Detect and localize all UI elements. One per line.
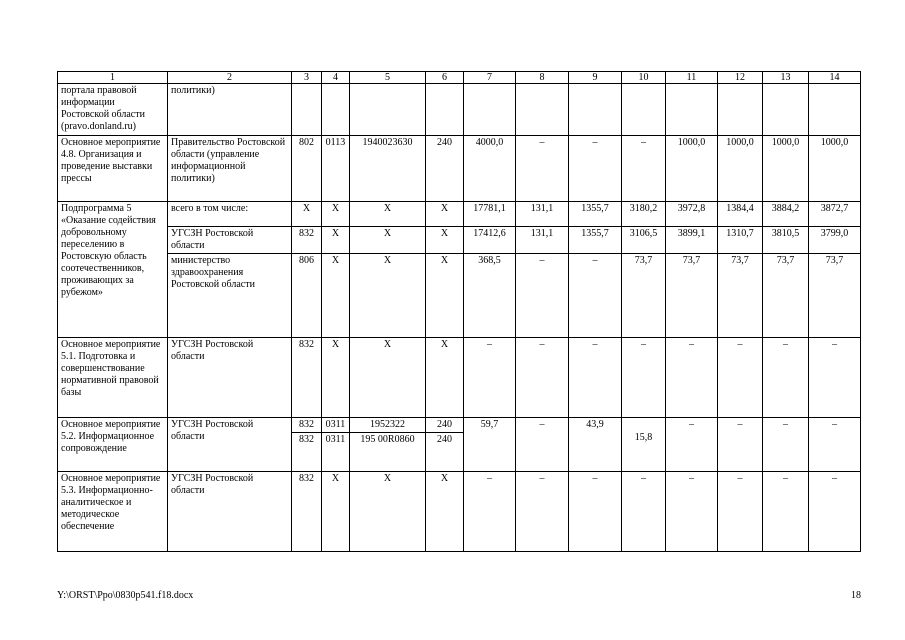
- table-cell: –: [464, 472, 516, 552]
- table-cell: 73,7: [718, 254, 763, 338]
- table-cell: политики): [168, 84, 292, 136]
- table-row: [58, 338, 861, 418]
- table-cell: –: [809, 418, 861, 472]
- table-cell: Подпрограмма 5 «Оказание содействия добровольному переселению в Ростовскую область соотечественников, проживающих за рубежом»: [58, 202, 168, 338]
- table-cell: –: [569, 472, 622, 552]
- table-cell: –: [569, 338, 622, 418]
- table-cell: 806: [292, 254, 322, 338]
- table-cell: –: [666, 338, 718, 418]
- header-cell: 14: [809, 72, 861, 84]
- budget-table: [57, 71, 861, 552]
- header-cell: 8: [516, 72, 569, 84]
- table-cell: [516, 84, 569, 136]
- table-cell: 832: [292, 472, 322, 552]
- header-cell: 4: [322, 72, 350, 84]
- table-cell: 1000,0: [809, 136, 861, 202]
- table-cell: [292, 84, 322, 136]
- table-cell: Х: [426, 227, 464, 254]
- table-cell: [322, 84, 350, 136]
- table-cell: –: [809, 472, 861, 552]
- header-cell: 5: [350, 72, 426, 84]
- table-cell-part: 0311: [325, 419, 346, 430]
- table-cell: Х: [322, 472, 350, 552]
- table-row: [58, 472, 861, 552]
- table-cell: –: [763, 338, 809, 418]
- table-cell-part: 195 00R0860: [360, 434, 415, 445]
- table-cell: Правительство Ростовской области (управление информационной политики): [168, 136, 292, 202]
- header-cell: 10: [622, 72, 666, 84]
- table-cell: –: [516, 338, 569, 418]
- table-cell: –: [569, 136, 622, 202]
- table-cell: 1355,7: [569, 202, 622, 227]
- table-cell: –: [516, 418, 569, 472]
- table-cell: –: [666, 472, 718, 552]
- table-cell: Х: [292, 202, 322, 227]
- header-cell: 1: [58, 72, 168, 84]
- table-cell: Х: [350, 254, 426, 338]
- table-cell: Х: [322, 338, 350, 418]
- table-cell: 73,7: [809, 254, 861, 338]
- table-cell: [350, 84, 426, 136]
- table-cell: 802: [292, 136, 322, 202]
- table-cell-part: 832: [299, 419, 314, 430]
- header-cell: 7: [464, 72, 516, 84]
- table-cell: 1355,7: [569, 227, 622, 254]
- table-cell-part: 0311: [325, 434, 346, 445]
- table-cell: Х: [426, 472, 464, 552]
- table-cell: [666, 84, 718, 136]
- table-cell: [322, 418, 350, 472]
- table-cell: 73,7: [622, 254, 666, 338]
- header-cell: 2: [168, 72, 292, 84]
- table-cell: 832: [292, 338, 322, 418]
- table-cell: Х: [350, 202, 426, 227]
- table-cell: [292, 418, 322, 472]
- table-cell: 1000,0: [763, 136, 809, 202]
- header-cell: 11: [666, 72, 718, 84]
- table-row: [58, 202, 861, 227]
- footer-file-path: Y:\ORST\Ppo\0830p541.f18.docx: [57, 590, 194, 601]
- table-cell: УГСЗН Ростовской области: [168, 338, 292, 418]
- table-cell: 59,7: [464, 418, 516, 472]
- table-cell: Основное мероприятие 5.2. Информационное сопровождение: [58, 418, 168, 472]
- table-cell: Х: [350, 227, 426, 254]
- table-cell: [350, 418, 426, 472]
- table-cell: 3972,8: [666, 202, 718, 227]
- table-cell: 1384,4: [718, 202, 763, 227]
- table-cell: [763, 84, 809, 136]
- table-cell: Х: [350, 338, 426, 418]
- table-cell: 3810,5: [763, 227, 809, 254]
- table-cell: 1310,7: [718, 227, 763, 254]
- table-cell: [809, 84, 861, 136]
- table-cell: 0113: [322, 136, 350, 202]
- table-cell: [718, 84, 763, 136]
- table-cell: 3899,1: [666, 227, 718, 254]
- table-cell-part: 1952322: [370, 419, 405, 430]
- table-cell: министерство здравоохранения Ростовской области: [168, 254, 292, 338]
- table-cell: УГСЗН Ростовской области: [168, 472, 292, 552]
- table-cell: –: [569, 254, 622, 338]
- table-cell: Х: [322, 202, 350, 227]
- table-cell: [426, 418, 464, 472]
- table-cell: Х: [426, 338, 464, 418]
- table-cell: 17781,1: [464, 202, 516, 227]
- table-cell: 73,7: [666, 254, 718, 338]
- page-number: 18: [851, 590, 861, 601]
- table-cell: 4000,0: [464, 136, 516, 202]
- table-cell: УГСЗН Ростовской области: [168, 418, 292, 472]
- table-row: [58, 136, 861, 202]
- header-cell: 6: [426, 72, 464, 84]
- table-cell: всего в том числе:: [168, 202, 292, 227]
- table-cell: [426, 84, 464, 136]
- header-cell: 12: [718, 72, 763, 84]
- table-cell: –: [763, 472, 809, 552]
- table-cell: –: [666, 418, 718, 472]
- table-cell: 15,8: [622, 418, 666, 472]
- table-cell: 3884,2: [763, 202, 809, 227]
- table-cell: 3180,2: [622, 202, 666, 227]
- table-cell: Х: [322, 254, 350, 338]
- table-cell: 43,9: [569, 418, 622, 472]
- table-cell: 73,7: [763, 254, 809, 338]
- table-cell: 240: [426, 136, 464, 202]
- table-cell: Основное мероприятие 5.1. Подготовка и совершенствование нормативной правовой базы: [58, 338, 168, 418]
- table-cell: 131,1: [516, 227, 569, 254]
- table-cell: 17412,6: [464, 227, 516, 254]
- table-cell: –: [464, 338, 516, 418]
- header-row: [58, 72, 861, 84]
- header-cell: 3: [292, 72, 322, 84]
- table-cell: 3106,5: [622, 227, 666, 254]
- table-cell: Основное мероприятие 4.8. Организация и проведение выставки прессы: [58, 136, 168, 202]
- table-cell: Х: [426, 202, 464, 227]
- table-cell: портала правовой информации Ростовской области (pravo.donland.ru): [58, 84, 168, 136]
- table-cell: УГСЗН Ростовской области: [168, 227, 292, 254]
- table-cell: –: [763, 418, 809, 472]
- table-cell: [464, 84, 516, 136]
- table-cell: 1000,0: [666, 136, 718, 202]
- table-cell: –: [622, 338, 666, 418]
- table-cell: –: [718, 338, 763, 418]
- table-cell: Х: [322, 227, 350, 254]
- table-cell: –: [809, 338, 861, 418]
- table-cell: –: [516, 472, 569, 552]
- table-cell: 3799,0: [809, 227, 861, 254]
- table-row: [58, 254, 861, 338]
- table-cell: –: [516, 136, 569, 202]
- table-cell-part: 240: [437, 434, 452, 445]
- table-cell: –: [718, 418, 763, 472]
- table-cell: –: [622, 472, 666, 552]
- header-cell: 9: [569, 72, 622, 84]
- table-cell: 3872,7: [809, 202, 861, 227]
- table-cell-part: 832: [299, 434, 314, 445]
- table-cell: [622, 84, 666, 136]
- table-row: [58, 84, 861, 136]
- table-cell: Основное мероприятие 5.3. Информационно-аналитическое и методическое обеспечение: [58, 472, 168, 552]
- table-cell: [569, 84, 622, 136]
- table-row: [58, 227, 861, 254]
- table-cell: 1940023630: [350, 136, 426, 202]
- table-cell: –: [718, 472, 763, 552]
- table-cell: 368,5: [464, 254, 516, 338]
- table-cell: –: [516, 254, 569, 338]
- table-cell-part: 240: [437, 419, 452, 430]
- table-cell: 832: [292, 227, 322, 254]
- table-cell: Х: [426, 254, 464, 338]
- table-cell: 131,1: [516, 202, 569, 227]
- table-row: [58, 418, 861, 472]
- table-cell: Х: [350, 472, 426, 552]
- table-cell: 1000,0: [718, 136, 763, 202]
- table-cell: –: [622, 136, 666, 202]
- header-cell: 13: [763, 72, 809, 84]
